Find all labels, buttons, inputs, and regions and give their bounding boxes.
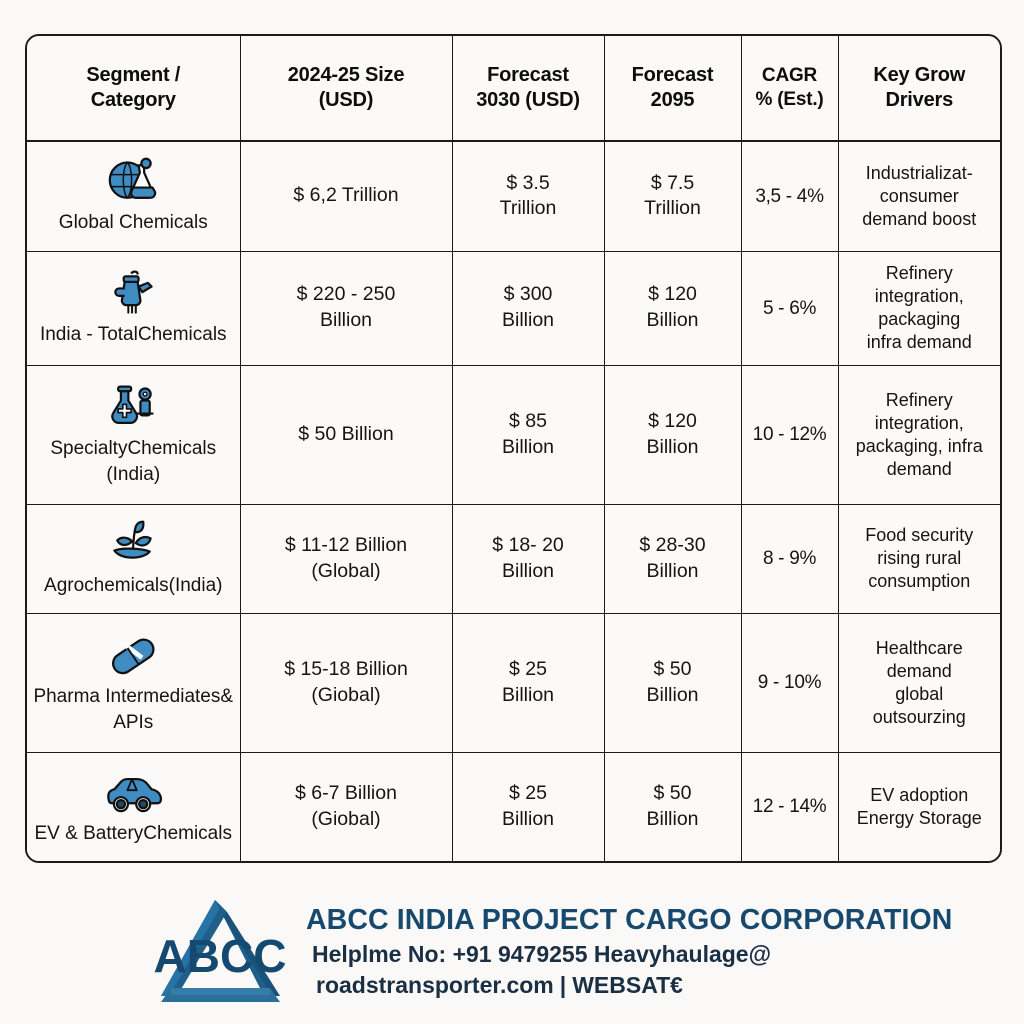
segment-name bbox=[44, 573, 222, 599]
cell-forecast-3030: $ 25 Billion bbox=[452, 613, 604, 752]
cell-drivers: Food security rising rural consumption bbox=[838, 504, 1000, 613]
segment-label: (India) bbox=[168, 574, 223, 596]
cell-size: $ 15-18 Billion (Giobal) bbox=[240, 613, 452, 752]
column-header-cagr: CAGR % (Est.) bbox=[741, 36, 838, 141]
segment-name bbox=[33, 436, 234, 487]
segment-label: Global Chemicals bbox=[58, 212, 208, 234]
segment-label: Chemicals (India) bbox=[106, 437, 217, 485]
segment-label: Chemicals bbox=[137, 324, 227, 346]
cell-cagr: 9 - 10% bbox=[741, 613, 838, 752]
cell-drivers: EV adoption Energy Storage bbox=[838, 752, 1000, 861]
table-row bbox=[27, 141, 1000, 251]
cell-segment bbox=[27, 613, 240, 752]
cell-forecast-2095: $ 7.5 Trillion bbox=[604, 141, 741, 251]
table-row bbox=[27, 504, 1000, 613]
table-row bbox=[27, 251, 1000, 365]
column-header-forecast-3030: Forecast 3030 (USD) bbox=[452, 36, 604, 141]
segment-label: Pharma Intermediates bbox=[33, 686, 221, 708]
segment-label: Specialty bbox=[50, 437, 128, 459]
segment-name bbox=[35, 821, 232, 847]
header-row bbox=[27, 36, 1000, 141]
brand-text-block bbox=[306, 904, 952, 1000]
table-row bbox=[27, 752, 1000, 861]
logo-wordmark: ABCC bbox=[153, 930, 287, 982]
watering-can-icon bbox=[101, 268, 165, 320]
cell-segment bbox=[27, 251, 240, 365]
segment-name bbox=[33, 684, 234, 735]
segment-label: Chemicals bbox=[143, 822, 232, 844]
column-header-drivers: Key Grow Drivers bbox=[838, 36, 1000, 141]
cell-size: $ 11-12 Billion (Global) bbox=[240, 504, 452, 613]
cell-segment bbox=[27, 365, 240, 504]
separator: | bbox=[559, 972, 567, 999]
abcc-triangle-logo bbox=[153, 892, 288, 1012]
segment-label: India - Total bbox=[39, 324, 138, 346]
cell-drivers: Refinery integration, packaging, infra demand bbox=[838, 365, 1000, 504]
table-body bbox=[27, 141, 1000, 861]
cell-forecast-2095: $ 50 Billion bbox=[604, 752, 741, 861]
contact-line: Helplme No: +91 9479255 Heavyhaulage@ bbox=[312, 940, 772, 967]
cell-cagr: 8 - 9% bbox=[741, 504, 838, 613]
cell-forecast-3030: $ 85 Billion bbox=[452, 365, 604, 504]
footer-branding bbox=[25, 880, 1002, 1024]
cell-size: $ 220 - 250 Billion bbox=[240, 251, 452, 365]
cell-cagr: 3,5 - 4% bbox=[741, 141, 838, 251]
cell-forecast-3030: $ 300 Billion bbox=[452, 251, 604, 365]
website-label: WEBSAT€ bbox=[572, 972, 683, 999]
table-row bbox=[27, 365, 1000, 504]
column-header-size: 2024-25 Size (USD) bbox=[240, 36, 452, 141]
segment-name bbox=[59, 210, 208, 236]
cell-forecast-3030: $ 25 Billion bbox=[452, 752, 604, 861]
cell-forecast-2095: $ 120 Billion bbox=[604, 365, 741, 504]
chemicals-market-table bbox=[25, 34, 1002, 863]
company-name: ABCC INDIA PROJECT CARGO CORPORATION bbox=[306, 904, 953, 937]
medical-flask-icon bbox=[101, 382, 165, 434]
cell-drivers: Refinery integration, packaging infra demand bbox=[838, 251, 1000, 365]
seedling-icon bbox=[101, 519, 165, 571]
column-header-segment: Segment / Category bbox=[27, 36, 240, 141]
cell-cagr: 12 - 14% bbox=[741, 752, 838, 861]
pill-capsule-icon bbox=[101, 630, 165, 682]
cell-size: $ 6,2 Trillion bbox=[240, 141, 452, 251]
cell-cagr: 5 - 6% bbox=[741, 251, 838, 365]
cell-forecast-3030: $ 18- 20 Billion bbox=[452, 504, 604, 613]
segment-label: EV & Battery bbox=[34, 822, 144, 844]
globe-flask-icon bbox=[101, 156, 165, 208]
cell-size: $ 6-7 Billion (Giobal) bbox=[240, 752, 452, 861]
table-header bbox=[27, 36, 1000, 141]
market-data-table bbox=[27, 36, 1000, 861]
cell-drivers: Healthcare demand global outsourzing bbox=[838, 613, 1000, 752]
cell-forecast-2095: $ 50 Billion bbox=[604, 613, 741, 752]
cell-segment bbox=[27, 141, 240, 251]
column-header-forecast-2095: Forecast 2095 bbox=[604, 36, 741, 141]
cell-size: $ 50 Billion bbox=[240, 365, 452, 504]
table-row bbox=[27, 613, 1000, 752]
segment-name bbox=[40, 322, 227, 348]
segment-label: & APIs bbox=[113, 686, 234, 733]
cell-drivers: Industrializat- consumer demand boost bbox=[838, 141, 1000, 251]
cell-segment bbox=[27, 752, 240, 861]
electric-car-icon bbox=[101, 767, 165, 819]
website-line bbox=[306, 972, 952, 1000]
cell-cagr: 10 - 12% bbox=[741, 365, 838, 504]
segment-label: Agrochemicals bbox=[44, 574, 169, 596]
cell-forecast-2095: $ 120 Billion bbox=[604, 251, 741, 365]
cell-forecast-3030: $ 3.5 Trillion bbox=[452, 141, 604, 251]
cell-segment bbox=[27, 504, 240, 613]
website-url[interactable]: roadstransporter.com bbox=[316, 972, 554, 999]
cell-forecast-2095: $ 28-30 Billion bbox=[604, 504, 741, 613]
